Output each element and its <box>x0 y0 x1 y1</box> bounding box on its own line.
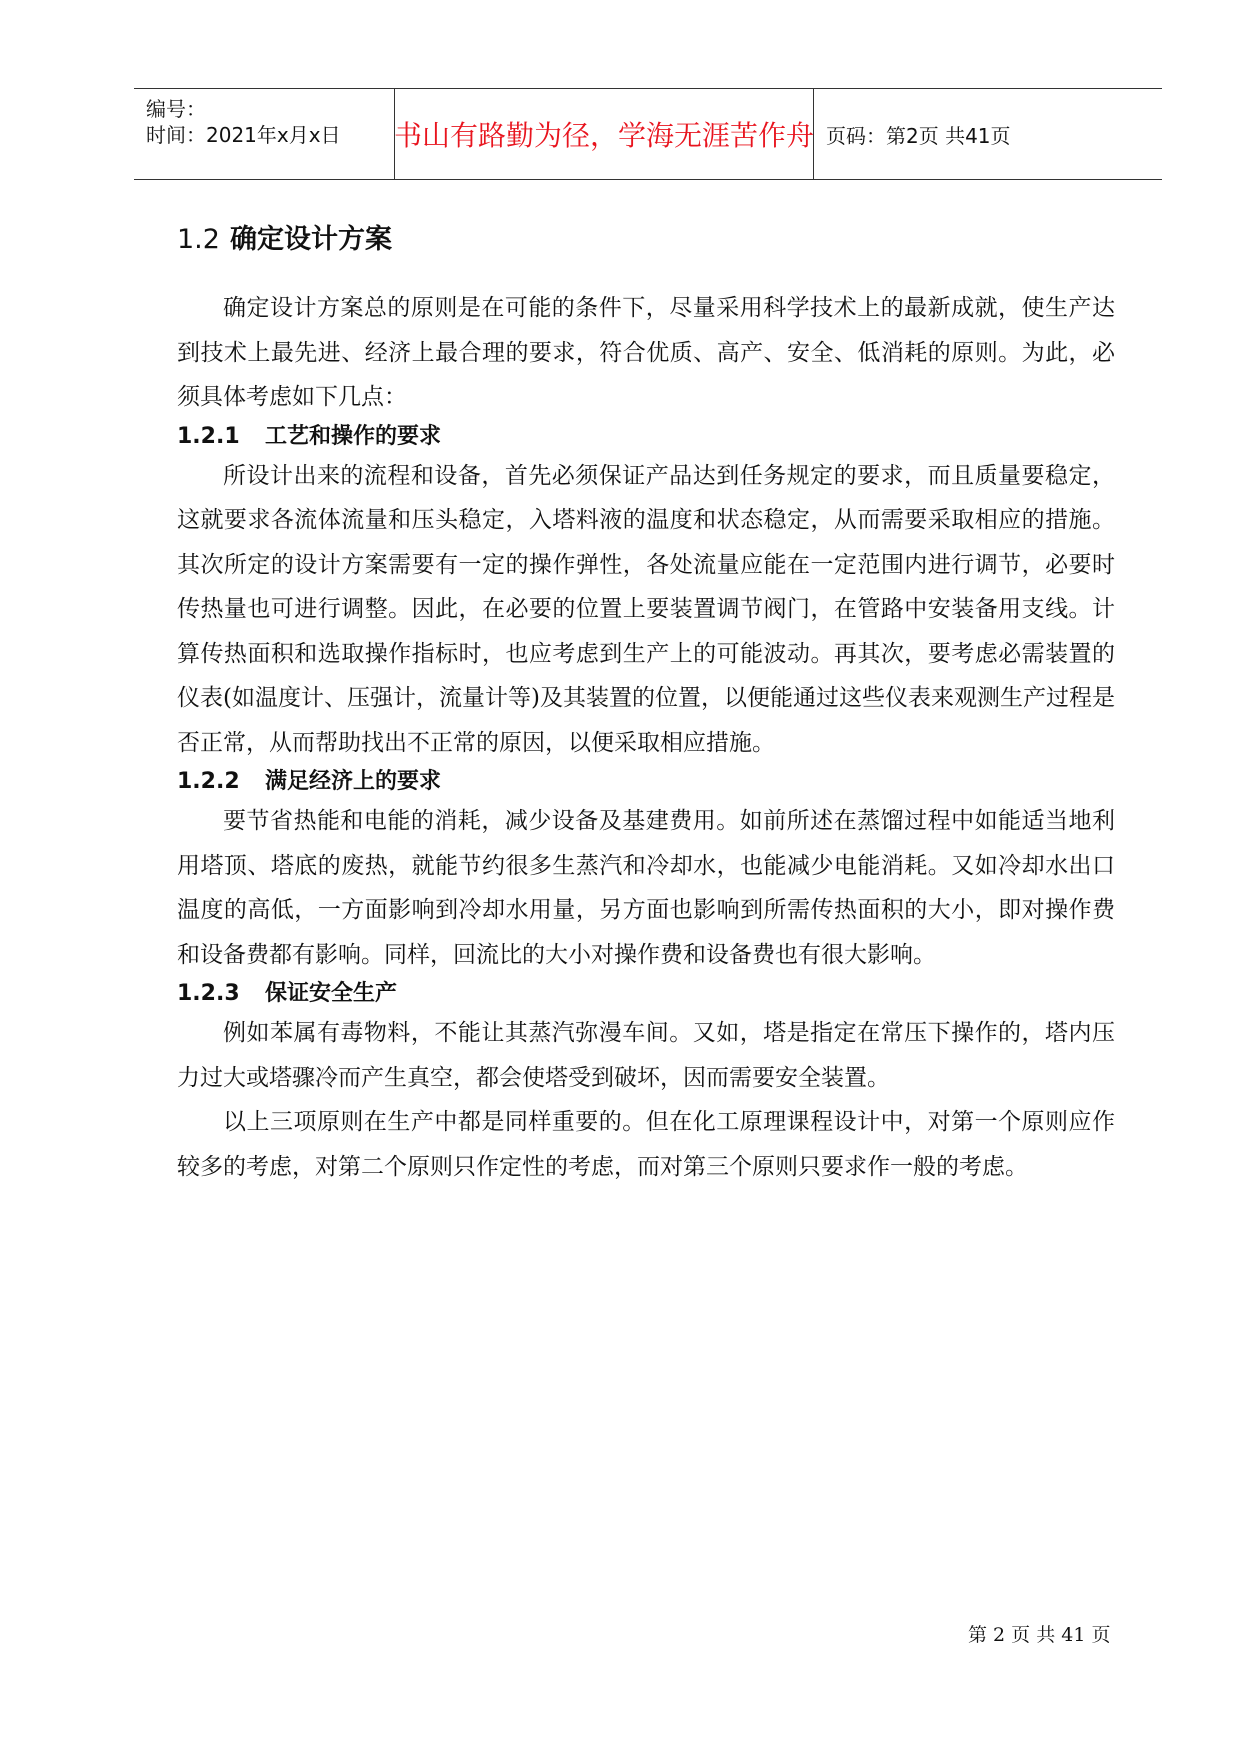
section-number: 1.2 <box>177 224 220 255</box>
section-intro-paragraph: 确定设计方案总的原则是在可能的条件下，尽量采用科学技术上的最新成就，使生产达到技术上最先进、经济上最合理的要求，符合优质、高产、安全、低消耗的原则。为此，必须具体考虑如下几点： <box>177 295 1115 410</box>
header-motto: 书山有路勤为径，学海无涯苦作舟 <box>394 119 815 152</box>
document-number-label: 编号： <box>146 97 206 121</box>
subsection-heading-3 <box>177 977 1115 1011</box>
subsection-title: 工艺和操作的要求 <box>265 423 442 449</box>
body-paragraph: 要节省热能和电能的消耗，减少设备及基建费用。如前所述在蒸馏过程中如能适当地利用塔顶、塔底的废热，就能节约很多生蒸汽和冷却水，也能减少电能消耗。又如冷却水出口温度的高低，一方面影响到冷却水用量，另方面也影响到所需传热面积的大小，即对操作费和设备费都有影响。同样，回流比的大小对操作费和设备费也有很大影响。 <box>177 808 1115 968</box>
header-page-code: 页码：第2页 共41页 <box>826 123 1011 148</box>
subsection-number: 1.2.2 <box>177 769 240 794</box>
header-meta-cell <box>134 89 394 179</box>
document-body <box>177 220 1115 1189</box>
header-motto-cell <box>394 89 814 179</box>
header-page-cell <box>814 89 1162 179</box>
subsection-title: 满足经济上的要求 <box>265 769 442 794</box>
subsection-title: 保证安全生产 <box>265 981 398 1006</box>
subsection-heading-1 <box>177 420 1115 454</box>
document-time-label: 时间：2021年x月x日 <box>146 123 341 147</box>
page-footer: 第 2 页 共 41 页 <box>968 1624 1111 1646</box>
section-heading <box>177 220 1115 260</box>
page-header <box>134 88 1162 180</box>
subsection-number: 1.2.3 <box>177 981 240 1006</box>
body-paragraph: 所设计出来的流程和设备，首先必须保证产品达到任务规定的要求，而且质量要稳定，这就要求各流体流量和压头稳定，入塔料液的温度和状态稳定，从而需要采取相应的措施。其次所定的设计方案需要有一定的操作弹性，各处流量应能在一定范围内进行调节，必要时传热量也可进行调整。因此，在必要的位置上要装置调节阀门，在管路中安装备用支线。计算传热面积和选取操作指标时，也应考虑到生产上的可能波动。再其次，要考虑必需装置的仪表(如温度计、压强计，流量计等)及其装置的位置，以便能通过这些仪表来观测生产过程是否正常，从而帮助找出不正常的原因，以便采取相应措施。 <box>177 462 1115 756</box>
subsection-heading-2 <box>177 765 1115 799</box>
section-title: 确定设计方案 <box>229 224 392 255</box>
body-paragraph: 例如苯属有毒物料，不能让其蒸汽弥漫车间。又如，塔是指定在常压下操作的，塔内压力过大或塔骤冷而产生真空，都会使塔受到破坏，因而需要安全装置。 <box>177 1020 1115 1091</box>
subsection-number: 1.2.1 <box>177 423 240 449</box>
body-paragraph: 以上三项原则在生产中都是同样重要的。但在化工原理课程设计中，对第一个原则应作较多的考虑，对第二个原则只作定性的考虑，而对第三个原则只要求作一般的考虑。 <box>177 1109 1115 1180</box>
